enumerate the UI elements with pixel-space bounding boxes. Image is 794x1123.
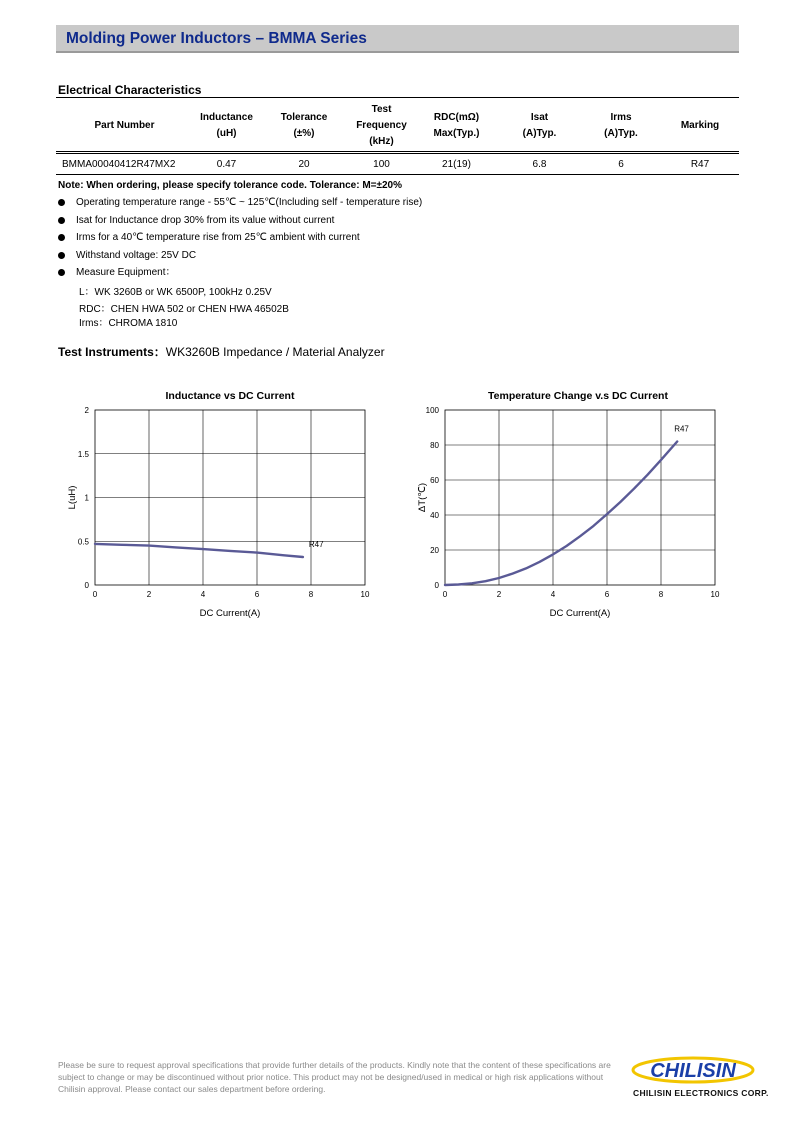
section-divider (56, 97, 739, 98)
x-tick-label: 8 (308, 590, 314, 599)
y-tick-label: 0 (84, 581, 89, 590)
ordering-note: Note: When ordering, please specify tolerance code. Tolerance: M=±20% (58, 180, 403, 191)
x-tick-label: 8 (658, 590, 664, 599)
test-instruments-label: Test Instruments： (58, 345, 166, 359)
x-tick-label: 6 (604, 590, 610, 599)
bullet-item: Measure Equipment： (58, 266, 422, 284)
y-tick-label: 1.5 (77, 449, 89, 459)
bullet-icon (58, 199, 65, 206)
series-label: R47 (308, 540, 324, 549)
table-cell: 21(19) (415, 153, 498, 175)
column-header: Test Frequency (kHz) (356, 103, 407, 147)
bullet-icon (58, 269, 65, 276)
table-cell: 100 (348, 153, 415, 175)
chart-title-temperature: Temperature Change v.s DC Current (488, 390, 668, 402)
chart-title-inductance: Inductance vs DC Current (165, 390, 295, 402)
table-cell: 20 (260, 153, 348, 175)
y-tick-label: 0.5 (77, 537, 89, 547)
series-label: R47 (674, 424, 689, 434)
section-title-electrical: Electrical Characteristics (58, 83, 202, 97)
table-cell: 0.47 (193, 153, 260, 175)
y-axis-label: L(uH) (67, 485, 78, 510)
column-header: Part Number (94, 119, 155, 131)
bullet-item: Irms for a 40℃ temperature rise from 25℃ ambient with current (58, 231, 422, 249)
table-cell: R47 (661, 153, 739, 175)
column-header: Irms (A)Typ. (604, 111, 638, 139)
x-tick-label: 2 (146, 590, 152, 599)
x-tick-label: 10 (710, 590, 720, 599)
x-tick-label: 2 (496, 590, 502, 599)
bullet-icon (58, 217, 65, 224)
table-cell: BMMA00040412R47MX2 (56, 153, 193, 175)
x-tick-label: 10 (360, 590, 370, 599)
bullet-item: Isat for Inductance drop 30% from its value without current (58, 214, 422, 232)
x-axis-label: DC Current(A) (199, 608, 261, 619)
bullet-item: Operating temperature range - 55℃ ~ 125℃(Including self - temperature rise) (58, 196, 422, 214)
x-tick-label: 4 (550, 590, 556, 599)
y-tick-label: 80 (430, 441, 439, 450)
x-tick-label: 0 (442, 590, 448, 599)
document-title: Molding Power Inductors – BMMA Series (66, 30, 367, 47)
test-instruments (58, 343, 385, 360)
x-tick-label: 4 (200, 590, 206, 599)
equipment-rdc: RDC：CHEN HWA 502 or CHEN HWA 46502B (79, 304, 289, 315)
test-instruments-value: WK3260B Impedance / Material Analyzer (165, 345, 385, 359)
table-cell: 6 (581, 153, 661, 175)
column-header: RDC(mΩ) Max(Typ.) (433, 111, 480, 139)
y-tick-label: 20 (430, 546, 439, 555)
plot-area (445, 410, 715, 585)
y-tick-label: 60 (430, 476, 439, 485)
equipment-l: L：WK 3260B or WK 6500P, 100kHz 0.25V (79, 287, 272, 298)
y-tick-label: 100 (425, 406, 439, 415)
electrical-characteristics-table (56, 100, 739, 175)
table-row (56, 153, 739, 175)
y-tick-label: 2 (84, 406, 89, 415)
bullet-item: Withstand voltage: 25V DC (58, 249, 422, 267)
bullet-icon (58, 234, 65, 241)
spec-bullet-list (58, 196, 422, 284)
y-axis-label: ΔT(℃) (417, 482, 428, 513)
header-bar (56, 25, 739, 53)
x-tick-label: 0 (92, 590, 98, 599)
x-tick-label: 6 (254, 590, 260, 599)
table-cell: 6.8 (498, 153, 581, 175)
column-header: Isat (A)Typ. (522, 111, 557, 139)
x-axis-label: DC Current(A) (549, 608, 611, 619)
company-name: CHILISIN ELECTRONICS CORP. (633, 1088, 769, 1098)
column-header: Marking (680, 119, 720, 131)
y-tick-label: 40 (430, 511, 439, 520)
footer-disclaimer: Please be sure to request approval specifications that provide further details of the products. Kindly note that the content of these specifications are subject to change or may be discontinued without prior notice. This product may not be designed/used in medical or high risk applications without Chilisin approval. Please contact our sales department before ordering. (58, 1060, 611, 1094)
y-tick-label: 1 (84, 493, 89, 503)
column-header: Tolerance (±%) (280, 111, 328, 139)
column-header: Inductance (uH) (200, 111, 253, 139)
table-header-row (56, 100, 739, 153)
equipment-irms: Irms：CHROMA 1810 (79, 318, 178, 329)
bullet-icon (58, 252, 65, 259)
y-tick-label: 0 (434, 581, 439, 590)
temperature-chart (405, 400, 735, 625)
inductance-chart (55, 400, 385, 625)
logo-wordmark: CHILISIN (650, 1060, 736, 1082)
